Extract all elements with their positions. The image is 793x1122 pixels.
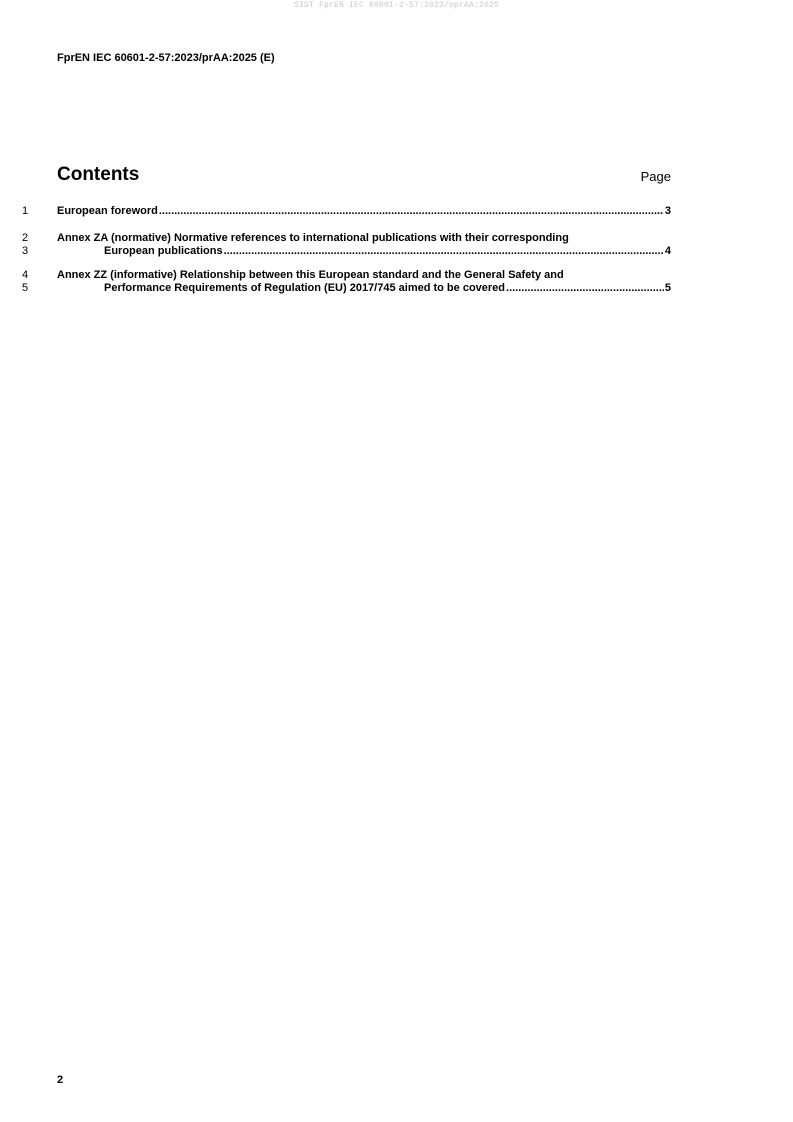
line-numbers <box>22 269 36 295</box>
contents-heading: Contents <box>57 164 140 185</box>
line-number: 1 <box>22 205 29 217</box>
toc-entry-page: 5 <box>664 282 671 294</box>
toc-entry-title-continued: Performance Requirements of Regulation (EU) 2017/745 aimed to be covered <box>104 282 506 294</box>
document-identifier: FprEN IEC 60601-2-57:2023/prAA:2025 (E) <box>57 52 275 64</box>
toc-entry-title: European foreword <box>57 205 158 217</box>
toc-entry-title-continued: European publications <box>104 245 223 257</box>
line-numbers <box>22 205 36 218</box>
dot-leader <box>224 245 664 258</box>
line-number: 2 <box>22 232 29 244</box>
toc-entry-title: Annex ZZ (informative) Relationship between this European standard and the General Safety and <box>57 269 564 281</box>
toc-entry-page: 4 <box>664 245 671 257</box>
line-numbers <box>22 232 36 258</box>
line-number: 5 <box>22 282 29 294</box>
dot-leader <box>506 282 664 295</box>
page-number: 2 <box>57 1074 64 1086</box>
watermark-text: SIST FprEN IEC 60601-2-57:2023/oprAA:2025 <box>293 1 500 10</box>
toc-entry-title: Annex ZA (normative) Normative references to international publications with their corresponding <box>57 232 569 244</box>
dot-leader <box>159 205 664 218</box>
toc-entry-european-foreword[interactable] <box>57 205 671 218</box>
line-number: 4 <box>22 269 29 281</box>
line-number: 3 <box>22 245 29 257</box>
toc-entry-annex-za[interactable] <box>57 232 671 258</box>
page-column-label: Page <box>640 169 671 184</box>
toc-entry-annex-zz[interactable] <box>57 269 671 295</box>
toc-entry-page: 3 <box>664 205 671 217</box>
